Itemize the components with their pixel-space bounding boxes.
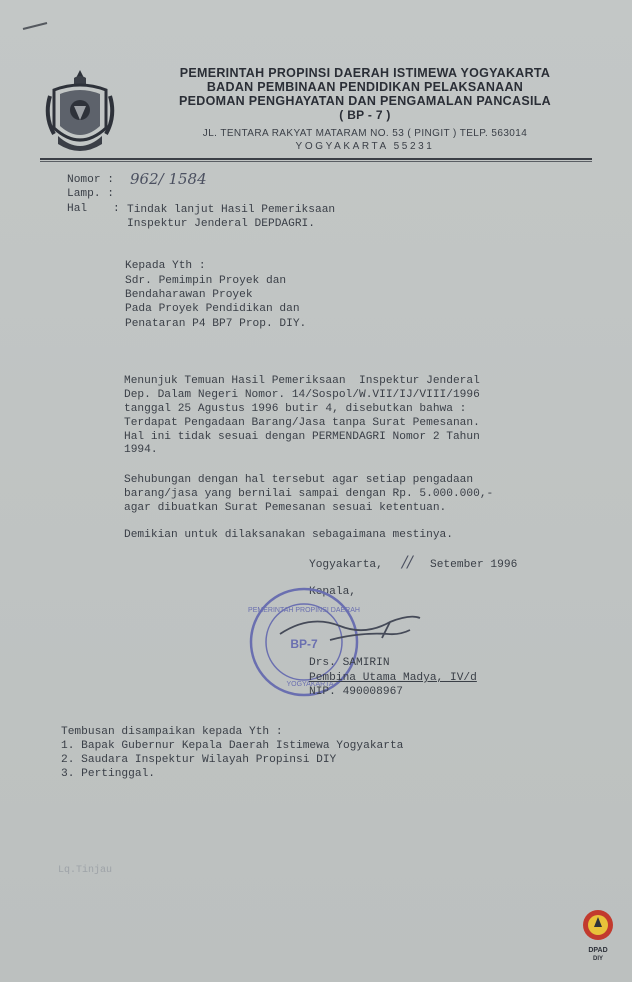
recipient-line-3: Pada Proyek Pendidikan dan [125,303,300,315]
body-closing-sentence: Demikian untuk dilaksanakan sebagaimana mestinya. [124,529,453,541]
letterhead-line-4: ( BP - 7 ) [339,108,391,122]
body-p1-line-4: Terdapat Pengadaan Barang/Jasa tanpa Surat Pemesanan. [124,417,480,429]
stamp-bottom-text: YOGYAKARTA [286,681,334,688]
place-date-prefix: Yogyakarta, [309,559,383,571]
nomor-label: Nomor : [67,174,114,186]
signatory-rank: Pembina Utama Madya, IV/d [309,672,477,684]
signatory-nip: NIP. 490008967 [309,686,403,698]
place-date-suffix: Setember 1996 [430,559,518,571]
faint-reference: Lq.Tinjau [58,865,113,876]
body-p1-line-3: tanggal 25 Agustus 1996 butir 4, disebutkan bahwa : [124,403,467,415]
hal-colon: : [113,203,120,215]
hal-line-2: Inspektur Jenderal DEPDAGRI. [127,218,315,230]
letterhead-line-2: BADAN PEMBINAAN PENDIDIKAN PELAKSANAAN [206,80,524,94]
letterhead-city: YOGYAKARTA 55231 [295,141,435,152]
date-handwritten: // [402,552,413,571]
archive-logo-icon [578,905,618,965]
recipient-line-1: Sdr. Pemimpin Proyek dan [125,275,287,287]
ink-mark [22,22,48,30]
letterhead-line-3: PEDOMAN PENGHAYATAN DAN PENGAMALAN PANCASILA [178,94,552,108]
letterhead-line-1: PEMERINTAH PROPINSI DAERAH ISTIMEWA YOGYAKARTA [179,66,551,80]
signatory-title: Kepala, [309,586,356,598]
handwritten-signature [270,604,430,654]
header-rule [40,158,592,160]
lamp-label: Lamp. : [67,188,114,200]
body-p2-line-3: agar dibuatkan Surat Pemesanan sesuai ketentuan. [124,502,447,514]
stamp-top-text: PEMERINTAH PROPINSI DAERAH [248,607,360,614]
province-emblem-icon [44,66,116,156]
body-p1-line-2: Dep. Dalam Negeri Nomor. 14/Sospol/W.VII/IJ/VIII/1996 [124,389,480,401]
body-p1-line-6: 1994. [124,444,158,456]
cc-item: 1. Bapak Gubernur Kepala Daerah Istimewa Yogyakarta [61,740,404,752]
recipient-line-2: Bendaharawan Proyek [125,289,253,301]
header-rule-thin [40,161,592,162]
body-p2-line-1: Sehubungan dengan hal tersebut agar setiap pengadaan [124,474,474,486]
recipient-greeting: Kepada Yth : [125,260,206,272]
cc-item: 2. Saudara Inspektur Wilayah Propinsi DIY [61,754,337,766]
signatory-name: Drs. SAMIRIN [309,657,390,669]
hal-label: Hal [67,203,88,215]
archive-logo-line-2: DIY [592,956,604,962]
stamp-center-text: BP-7 [290,637,318,651]
body-p2-line-2: barang/jasa yang bernilai sampai dengan Rp. 5.000.000,- [124,488,494,500]
hal-line-1: Tindak lanjut Hasil Pemeriksaan [127,204,336,216]
recipient-line-4: Penataran P4 BP7 Prop. DIY. [125,318,307,330]
cc-item: 3. Pertinggal. [61,768,155,780]
body-p1-line-5: Hal ini tidak sesuai dengan PERMENDAGRI Nomor 2 Tahun [124,431,480,443]
cc-heading: Tembusan disampaikan kepada Yth : [61,726,283,738]
body-p1-line-1: Menunjuk Temuan Hasil Pemeriksaan Inspektur Jenderal [124,375,480,387]
nomor-handwritten: 962/ 1584 [130,170,207,188]
archive-logo-line-1: DPAD [588,947,608,954]
letterhead-address: JL. TENTARA RAKYAT MATARAM NO. 53 ( PINGIT ) TELP. 563014 [202,128,528,139]
